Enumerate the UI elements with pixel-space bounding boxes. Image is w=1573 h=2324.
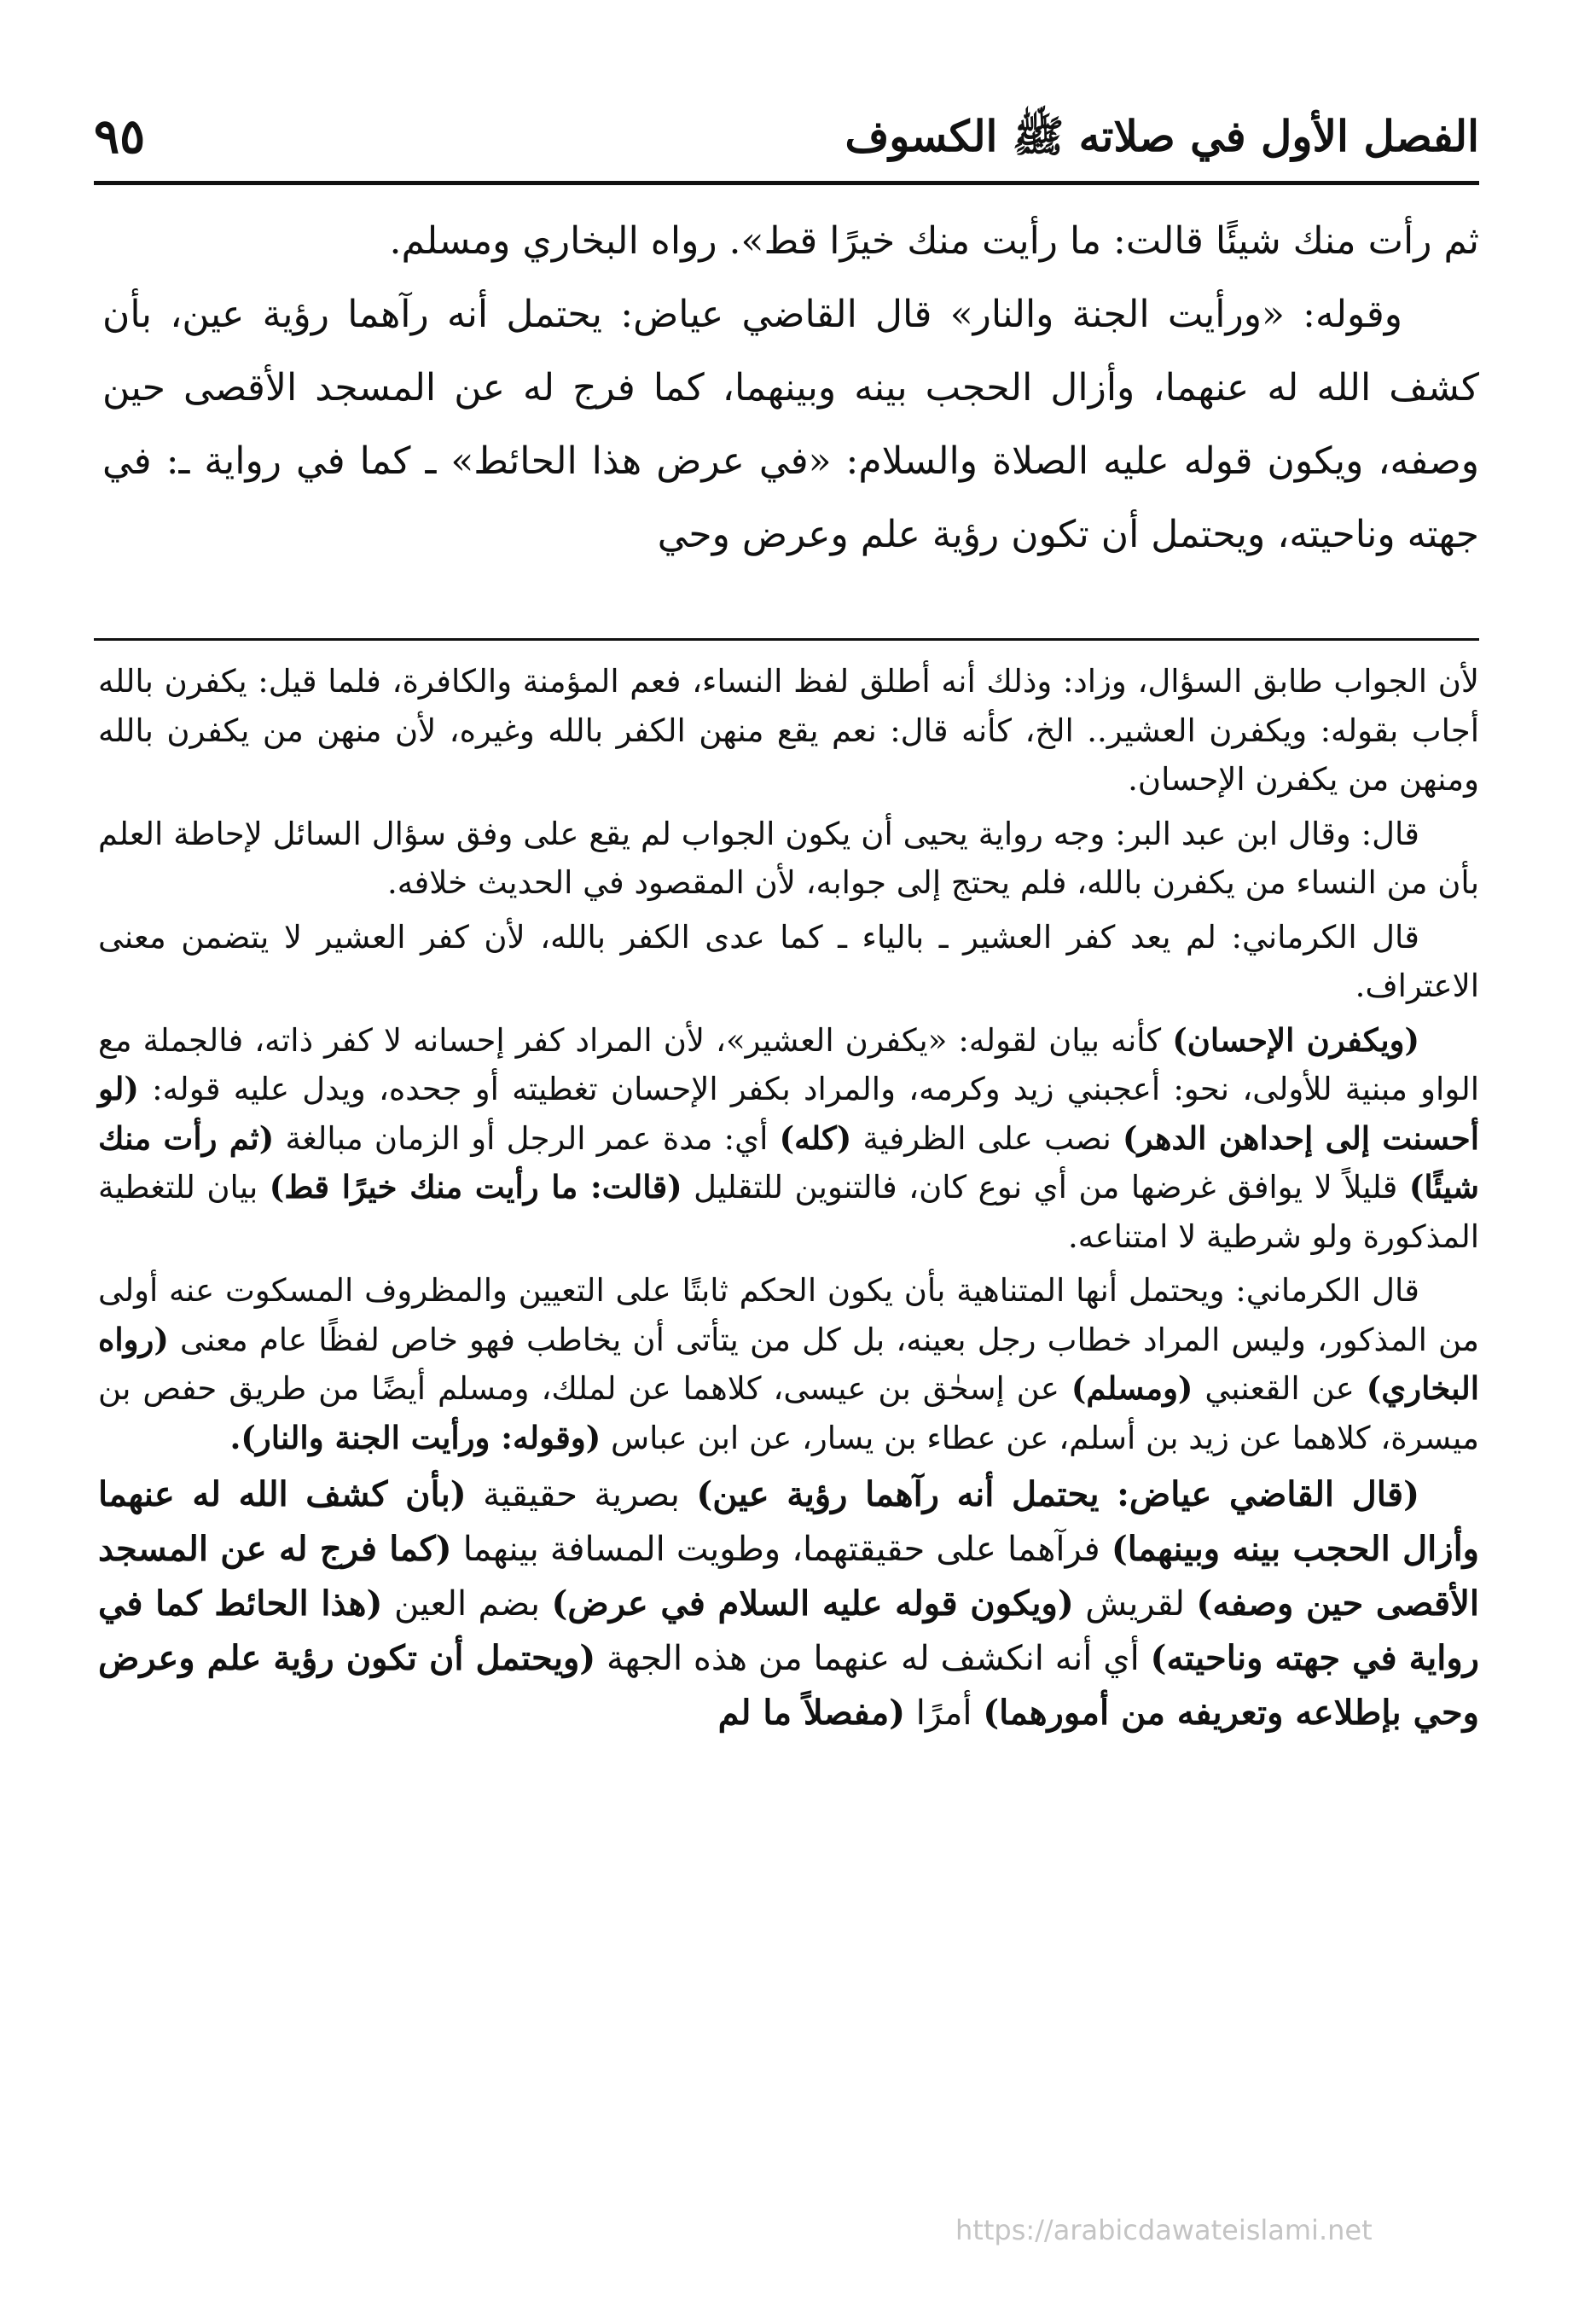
commentary-text-run: قال الكرماني: ويحتمل أنها المتناهية بأن يكون الحكم ثابتًا على التعيين والمظروف المسكوت عنه أولى من المذكور، وليس المراد خطاب رجل بعينه، بل كل من يتأتى أن يخاطب فهو خاص لفظًا عام معنى bbox=[98, 1272, 1479, 1358]
quoted-phrase: (ثم رأت منك شيئًا) bbox=[98, 1118, 1479, 1206]
commentary-text-run: أمرًا bbox=[905, 1694, 984, 1733]
commentary-text-run: كأنه بيان لقوله: «يكفرن العشير»، لأن المراد كفر إحسانه لا كفر ذاته، فالجملة مع الواو مبنية للأولى، نحو: أعجبني زيد وكرمه، والمراد بكفر الإحسان تغطيته أو جحده، ويدل عليه قوله: bbox=[98, 1021, 1479, 1107]
commentary-text-run: أي: مدة عمر الرجل أو الزمان مبالغة bbox=[274, 1119, 780, 1157]
commentary-text-run: نصب على الظرفية bbox=[851, 1119, 1123, 1157]
commentary-text-run: لقريش bbox=[1073, 1584, 1197, 1624]
commentary-text-run: بصرية حقيقية bbox=[466, 1475, 697, 1514]
quoted-phrase: (قالت: ما رأيت منك خيرًا قط) bbox=[269, 1168, 682, 1206]
quoted-phrase: (مفصلاً ما لم bbox=[717, 1693, 906, 1733]
main-paragraph: وقوله: «ورأيت الجنة والنار» قال القاضي عياض: يحتمل أنه رآهما رؤية عين، بأن كشف الله له عنهما، وأزال الحجب بينه وبينهما، كما فرج له عن المسجد الأقصى حين وصفه، ويكون قوله عليه الصلاة والسلام: «في عرض هذا الحائط» ـ كما في رواية ـ: في جهته وناحيته، ويحتمل أن تكون رؤية علم وعرض وحي bbox=[102, 293, 1479, 556]
commentary-text-run: عن إسحٰق بن عيسى، كلاهما عن لملك، ومسلم أيضًا من طريق حفص بن ميسرة، كلاهما عن زيد بن أسلم، عن عطاء بن يسار، عن ابن عباس bbox=[98, 1370, 1479, 1456]
quoted-phrase: (رواه البخاري) bbox=[98, 1320, 1479, 1407]
quoted-phrase: (بأن كشف الله له عنهما وأزال الحجب بينه وبينهما) bbox=[98, 1474, 1480, 1569]
quoted-phrase: (ومسلم) bbox=[1071, 1369, 1193, 1407]
commentary-paragraph bbox=[98, 1467, 1479, 1740]
page-number: ٩٥ bbox=[94, 108, 146, 165]
quoted-phrase: (كله) bbox=[779, 1118, 852, 1157]
commentary-paragraph: قال: وقال ابن عبد البر: وجه رواية يحيى أن يكون الجواب لم يقع على وفق سؤال السائل لإحاطة العلم بأن من النساء من يكفرن بالله، فلم يحتج إلى جوابه، لأن المقصود في الحديث خلافه. bbox=[98, 815, 1479, 901]
quoted-phrase: (لو أحسنت إلى إحداهن الدهر) bbox=[98, 1070, 1480, 1157]
quoted-phrase: (ويكفرن الإحسان) bbox=[1172, 1020, 1419, 1059]
commentary-paragraph: قال الكرماني: لم يعد كفر العشير ـ بالياء ـ كما عدى الكفر بالله، لأن كفر العشير لا يتضمن معنى الاعتراف. bbox=[98, 918, 1479, 1004]
commentary-paragraph bbox=[98, 1266, 1479, 1462]
header-rule bbox=[94, 181, 1479, 185]
commentary-text-run: فرآهما على حقيقتهما، وطويت المسافة بينهما bbox=[451, 1530, 1112, 1569]
quoted-phrase: (ويكون قوله عليه السلام في عرض) bbox=[551, 1583, 1074, 1624]
page-header bbox=[94, 102, 1479, 179]
quoted-phrase: (ويحتمل أن تكون رؤية علم وعرض وحي بإطلاعه وتعريفه من أمورهما) bbox=[98, 1638, 1479, 1733]
running-title: الفصل الأول في صلاته ﷺ الكسوف bbox=[845, 111, 1479, 161]
commentary-text bbox=[98, 657, 1479, 1746]
main-paragraph: ثم رأت منك شيئًا قالت: ما رأيت منك خيرًا قط». رواه البخاري ومسلم. bbox=[389, 219, 1479, 263]
quoted-phrase: (قال القاضي عياض: يحتمل أنه رآهما رؤية عين) bbox=[696, 1474, 1419, 1514]
commentary-text-run: أي أنه انكشف له عنهما من هذه الجهة bbox=[595, 1639, 1151, 1678]
main-text bbox=[102, 205, 1479, 572]
watermark-url: https://arabicdawateislami.net bbox=[955, 2214, 1373, 2246]
footnote-separator bbox=[94, 638, 1479, 641]
commentary-text-run: بضم العين bbox=[382, 1584, 552, 1624]
quoted-phrase: (كما فرج له عن المسجد الأقصى حين وصفه) bbox=[98, 1529, 1479, 1624]
quoted-phrase: (وقوله: ورأيت الجنة والنار). bbox=[229, 1418, 601, 1456]
commentary-text-run: بيان للتغطية المذكورة ولو شرطية لا امتناعه. bbox=[98, 1169, 1479, 1255]
commentary-paragraph: لأن الجواب طابق السؤال، وزاد: وذلك أنه أطلق لفظ النساء، فعم المؤمنة والكافرة، فلما قيل: يكفرن بالله أجاب بقوله: ويكفرن العشير.. الخ، كأنه قال: نعم يقع منهن الكفر بالله وغيره، لأن منهن من يكفرن بالله ومنهن من يكفرن الإحسان. bbox=[98, 663, 1479, 798]
quoted-phrase: (هذا الحائط كما في رواية في جهته وناحيته) bbox=[98, 1583, 1479, 1678]
commentary-text-run: عن القعنبي bbox=[1193, 1370, 1367, 1407]
commentary-paragraph bbox=[98, 1016, 1479, 1262]
commentary-text-run: قليلاً لا يوافق غرضها من أي نوع كان، فالتنوين للتقليل bbox=[682, 1169, 1409, 1206]
